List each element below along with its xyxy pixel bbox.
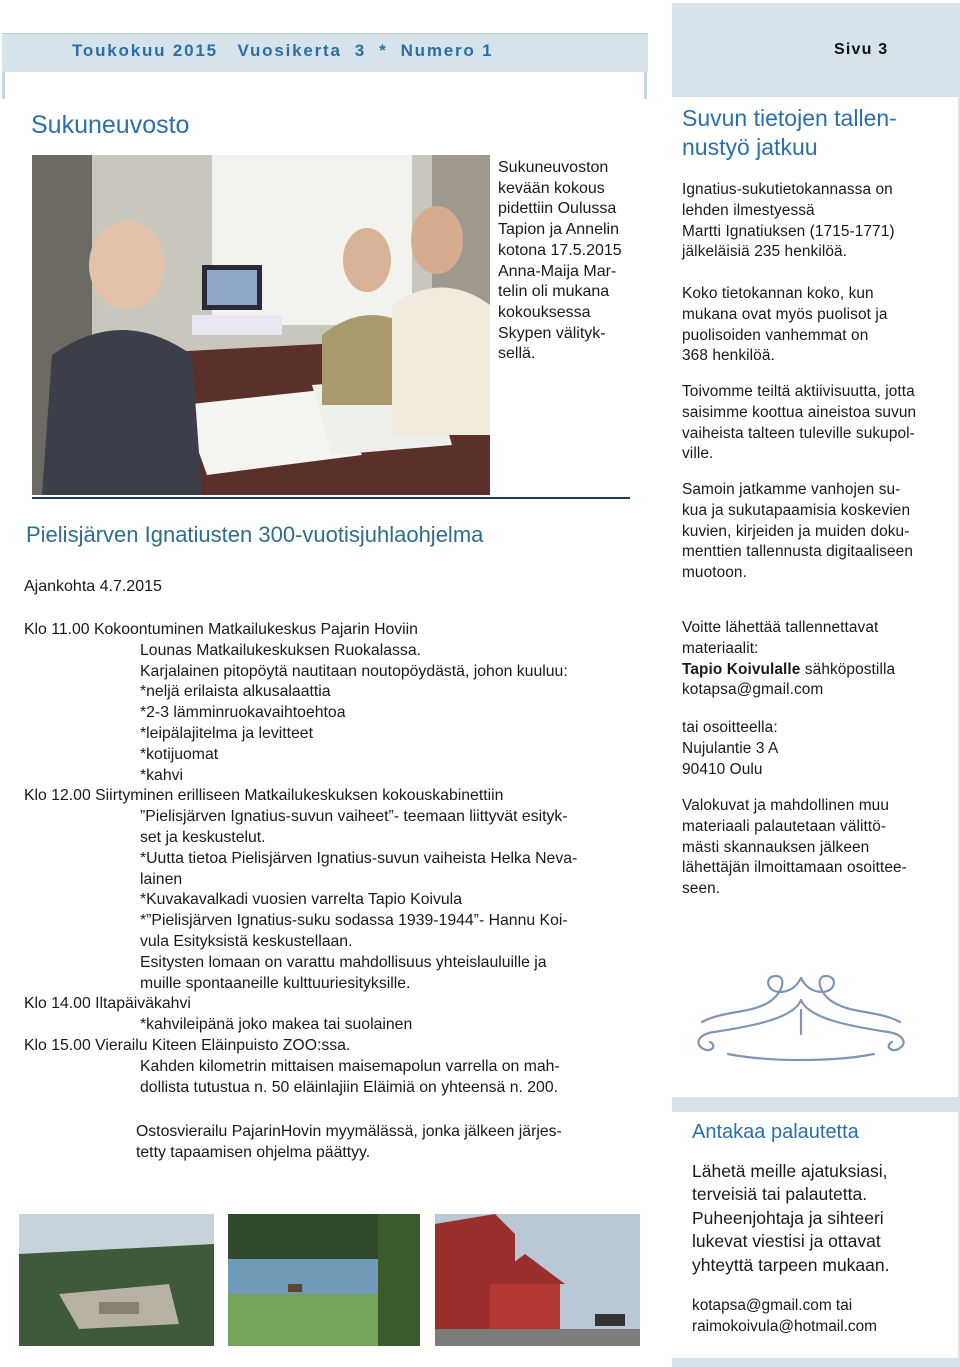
closing-note: Ostosvierailu PajarinHovin myymälässä, jonka jälkeen järjes- tetty tapaamisen ohjelma päättyy. <box>136 1123 562 1161</box>
lake-photo <box>228 1214 420 1346</box>
page-number: Sivu 3 <box>834 41 889 58</box>
program-detail: *2-3 lämminruokavaihtoehtoa <box>140 704 346 722</box>
activity-request: Toivomme teiltä aktiivisuutta, jotta saisimme koottua aineistoa suvun vaiheista talteen tuleville sukupol- ville. <box>682 383 917 463</box>
program-detail: muille spontaaneille kulttuuriesityksille. <box>140 974 411 992</box>
header-divider <box>644 71 647 99</box>
sidebar-title: Suvun tietojen tallen- nustyö jatkuu <box>682 105 897 160</box>
section-divider <box>32 497 630 499</box>
caption-line: Tapion ja Annelin <box>498 221 619 239</box>
program-detail: Lounas Matkailukeskuksen Ruokalassa. <box>140 641 421 659</box>
photo-caption <box>498 158 648 365</box>
caption-line: Skypen välityk- <box>498 324 606 342</box>
caption-line: kevään kokous <box>498 179 605 197</box>
program-detail: *kahvileipänä joko makea tai suolainen <box>140 1016 413 1034</box>
program-detail: set ja keskustelut. <box>140 828 266 846</box>
program-time-item: Klo 11.00 Kokoontuminen Matkailukeskus Pajarin Hoviin <box>24 621 418 638</box>
caption-line: Sukuneuvoston <box>498 159 609 176</box>
ornament-icon <box>688 970 914 1070</box>
program-time-item: Klo 12.00 Siirtyminen erilliseen Matkailukeskuksen kokouskabinettiin <box>24 787 504 805</box>
contact-email[interactable]: kotapsa@gmail.com <box>682 681 824 699</box>
program-detail: *kotijuomat <box>140 745 219 763</box>
return-note: Valokuvat ja mahdollinen muu materiaali palautetaan välittö- mästi skannauksen jälkeen lähettäjän ilmoittamaan osoittee- seen. <box>682 797 907 898</box>
program-detail: dollista tutustua n. 50 eläinlajiin Eläimiä on yhteensä n. 200. <box>140 1078 559 1096</box>
program-detail: ”Pielisjärven Ignatius-suvun vaiheet”- teemaan liittyvät esityk- <box>140 808 568 826</box>
building-photo <box>435 1214 640 1346</box>
header-divider <box>2 71 5 99</box>
program-detail: *kahvi <box>140 766 184 784</box>
program-title: Pielisjärven Ignatiusten 300-vuotisjuhlaohjelma <box>26 522 484 547</box>
section-title: Sukuneuvosto <box>31 111 190 139</box>
database-count: Ignatius-sukutietokannassa on lehden ilmestyessä Martti Ignatiuksen (1715-1771) jälkeläisiä 235 henkilöä. <box>682 181 895 261</box>
program-detail: *Uutta tietoa Pielisjärven Ignatius-suvun vaiheista Helka Neva- <box>140 849 578 867</box>
program-detail: Karjalainen pitopöytä nautitaan noutopöydästä, johon kuuluu: <box>140 662 568 680</box>
caption-line: kokouksessa <box>498 303 591 321</box>
caption-line: sellä. <box>498 345 536 363</box>
meeting-photo <box>32 155 490 495</box>
program-detail: *Kuvakavalkadi vuosien varrelta Tapio Koivula <box>140 891 462 909</box>
feedback-title: Antakaa palautetta <box>692 1121 859 1143</box>
program-detail: vula Esityksistä keskustellaan. <box>140 932 353 950</box>
caption-line: pidettiin Oulussa <box>498 200 617 218</box>
contact-name: Tapio Koivulalle <box>682 660 801 678</box>
submission-info <box>682 618 954 701</box>
event-date: Ajankohta 4.7.2015 <box>24 578 162 595</box>
program-detail: Esitysten lomaan on varattu mahdollisuus yhteislauluille ja <box>140 953 547 971</box>
submission-text: Voitte lähettää tallennettavat materiaalit: <box>682 619 879 657</box>
program-time-item: Klo 15.00 Vierailu Kiteen Eläinpuisto ZOO:ssa. <box>24 1036 351 1054</box>
program-list <box>24 620 664 1098</box>
program-detail: *leipälajitelma ja levitteet <box>140 724 313 742</box>
aerial-photo <box>19 1214 214 1346</box>
program-detail: lainen <box>140 870 183 888</box>
program-detail: Kahden kilometrin mittaisen maisemapolun varrella on mah- <box>140 1057 560 1075</box>
postal-address: tai osoitteella: Nujulantie 3 A 90410 Oulu <box>682 719 779 778</box>
caption-line: kotona 17.5.2015 <box>498 241 622 259</box>
caption-line: telin oli mukana <box>498 283 610 301</box>
feedback-emails[interactable]: kotapsa@gmail.com tai raimokoivula@hotmail.com <box>692 1297 877 1335</box>
database-size: Koko tietokannan koko, kun mukana ovat myös puolisot ja puolisoiden vanhemmat on 368 henkilöä. <box>682 285 888 365</box>
submission-text: sähköpostilla <box>800 660 896 678</box>
issue-info: Toukokuu 2015 Vuosikerta 3 * Numero 1 <box>72 41 494 60</box>
caption-line: Anna-Maija Mar- <box>498 262 617 280</box>
feedback-text: Lähetä meille ajatuksiasi, terveisiä tai palautetta. Puheenjohtaja ja sihteeri lukevat viestisi ja ottavat yhteyttä tarpeen mukaan. <box>692 1161 890 1275</box>
program-detail: *neljä erilaista alkusalaattia <box>140 683 331 701</box>
program-detail: *”Pielisjärven Ignatius-suku sodassa 1939-1944”- Hannu Koi- <box>140 912 568 930</box>
program-time-item: Klo 14.00 Iltapäiväkahvi <box>24 995 191 1013</box>
digitization-note: Samoin jatkamme vanhojen su- kua ja sukutapaamisia koskevien kuvien, kirjeiden ja muiden doku- menttien tallennusta digitaaliseen muotoon. <box>682 481 913 582</box>
